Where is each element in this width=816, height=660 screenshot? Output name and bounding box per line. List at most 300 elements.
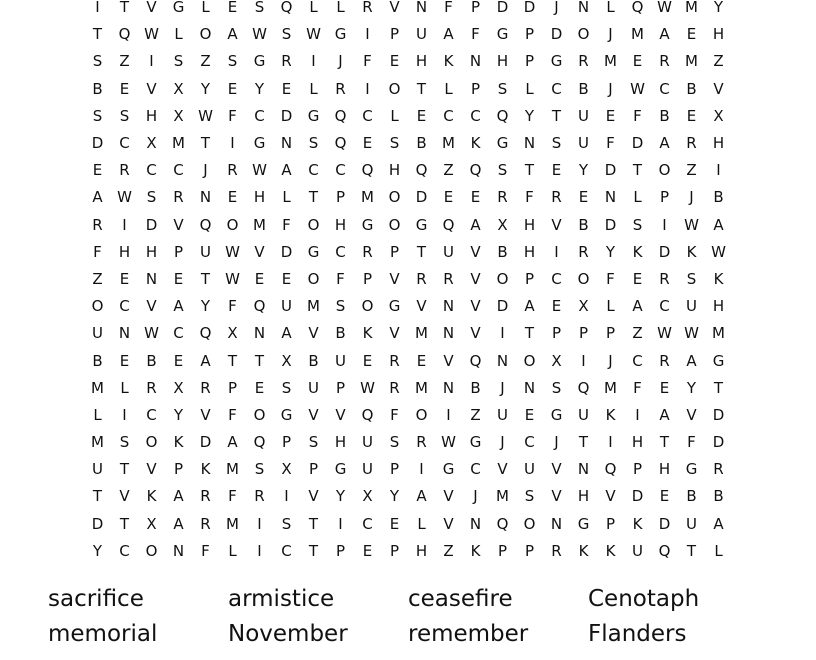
grid-letter: D xyxy=(604,215,617,234)
grid-letter: Q xyxy=(118,25,131,44)
grid-letter: K xyxy=(605,405,616,424)
grid-letter: O xyxy=(577,25,590,44)
grid-letter: E xyxy=(470,188,481,207)
grid-letter: Q xyxy=(334,106,347,125)
grid-letter: T xyxy=(119,514,130,533)
grid-letter: D xyxy=(712,433,725,452)
grid-letter: C xyxy=(308,161,319,180)
grid-letter: P xyxy=(524,269,535,288)
grid-letter: O xyxy=(361,297,374,316)
grid-letter: P xyxy=(470,79,481,98)
grid-letter: E xyxy=(578,188,589,207)
grid-letter: P xyxy=(281,433,292,452)
grid-letter: N xyxy=(172,541,185,560)
grid-letter: S xyxy=(497,79,508,98)
grid-letter: T xyxy=(92,487,103,506)
grid-letter: O xyxy=(388,79,401,98)
grid-letter: B xyxy=(335,324,346,343)
grid-letter: F xyxy=(228,487,237,506)
word-sacrifice: sacrifice xyxy=(48,586,144,612)
grid-letter: R xyxy=(362,0,373,17)
grid-letter: L xyxy=(228,541,237,560)
grid-letter: W xyxy=(657,324,672,343)
grid-letter: U xyxy=(335,351,346,370)
grid-letter: U xyxy=(362,433,373,452)
grid-row xyxy=(84,375,732,402)
grid-letter: O xyxy=(388,215,401,234)
grid-letter: W xyxy=(684,324,699,343)
grid-letter: T xyxy=(524,161,535,180)
grid-row xyxy=(84,347,732,374)
grid-letter: O xyxy=(307,215,320,234)
grid-letter: E xyxy=(416,106,427,125)
grid-letter: V xyxy=(146,79,157,98)
grid-letter: T xyxy=(227,351,238,370)
grid-letter: W xyxy=(117,188,132,207)
grid-letter: D xyxy=(523,0,536,17)
grid-letter: S xyxy=(389,134,400,153)
grid-letter: W xyxy=(144,25,159,44)
grid-letter: S xyxy=(551,134,562,153)
grid-letter: H xyxy=(415,541,428,560)
grid-letter: L xyxy=(282,188,291,207)
grid-letter: S xyxy=(686,269,697,288)
grid-letter: Q xyxy=(199,324,212,343)
grid-letter: J xyxy=(608,25,613,44)
grid-letter: H xyxy=(118,242,131,261)
grid-letter: W xyxy=(360,378,375,397)
grid-row xyxy=(84,130,732,157)
grid-letter: G xyxy=(442,460,455,479)
grid-letter: Y xyxy=(335,487,346,506)
grid-letter: X xyxy=(578,297,589,316)
grid-letter: L xyxy=(390,106,399,125)
grid-letter: A xyxy=(227,433,238,452)
grid-letter: D xyxy=(712,405,725,424)
grid-letter: M xyxy=(307,297,320,316)
grid-letter: T xyxy=(659,433,670,452)
grid-letter: L xyxy=(93,405,102,424)
grid-letter: L xyxy=(417,514,426,533)
grid-letter: E xyxy=(605,106,616,125)
grid-letter: X xyxy=(281,460,292,479)
grid-letter: E xyxy=(524,405,535,424)
grid-letter: V xyxy=(470,297,481,316)
grid-letter: R xyxy=(227,161,238,180)
grid-row xyxy=(84,0,732,21)
grid-letter: W xyxy=(225,242,240,261)
grid-letter: H xyxy=(388,161,401,180)
word-flanders: Flanders xyxy=(588,621,687,647)
grid-letter: N xyxy=(469,52,482,71)
grid-letter: M xyxy=(91,433,104,452)
grid-letter: H xyxy=(658,460,671,479)
grid-letter: K xyxy=(173,433,184,452)
grid-letter: K xyxy=(713,269,724,288)
grid-letter: R xyxy=(497,188,508,207)
grid-letter: I xyxy=(419,460,424,479)
grid-letter: V xyxy=(443,351,454,370)
grid-letter: P xyxy=(362,269,373,288)
grid-letter: A xyxy=(470,215,481,234)
grid-letter: U xyxy=(443,242,454,261)
grid-letter: J xyxy=(338,52,343,71)
grid-letter: N xyxy=(496,351,509,370)
grid-letter: I xyxy=(716,161,721,180)
grid-letter: R xyxy=(389,351,400,370)
grid-letter: M xyxy=(631,25,644,44)
grid-letter: M xyxy=(442,134,455,153)
grid-letter: N xyxy=(199,188,212,207)
grid-letter: G xyxy=(307,242,320,261)
grid-letter: M xyxy=(361,188,374,207)
grid-letter: S xyxy=(146,188,157,207)
grid-row xyxy=(84,103,732,130)
grid-letter: G xyxy=(712,351,725,370)
grid-letter: B xyxy=(686,79,697,98)
grid-letter: H xyxy=(415,52,428,71)
grid-letter: M xyxy=(604,52,617,71)
grid-letter: E xyxy=(686,25,697,44)
grid-letter: Y xyxy=(578,161,589,180)
grid-letter: T xyxy=(200,269,211,288)
grid-letter: F xyxy=(606,269,615,288)
grid-letter: F xyxy=(606,134,615,153)
grid-letter: L xyxy=(201,0,210,17)
grid-letter: J xyxy=(554,433,559,452)
grid-letter: N xyxy=(442,324,455,343)
grid-letter: D xyxy=(604,161,617,180)
grid-letter: V xyxy=(200,405,211,424)
grid-letter: O xyxy=(145,541,158,560)
grid-letter: A xyxy=(659,25,670,44)
grid-letter: W xyxy=(252,161,267,180)
grid-letter: M xyxy=(226,460,239,479)
grid-letter: Z xyxy=(443,161,454,180)
grid-letter: F xyxy=(390,405,399,424)
grid-letter: G xyxy=(388,297,401,316)
grid-letter: K xyxy=(632,242,643,261)
grid-letter: V xyxy=(308,405,319,424)
grid-letter: E xyxy=(686,106,697,125)
grid-letter: P xyxy=(389,242,400,261)
grid-letter: E xyxy=(551,161,562,180)
grid-letter: V xyxy=(605,487,616,506)
grid-letter: E xyxy=(227,188,238,207)
grid-letter: C xyxy=(362,106,373,125)
grid-letter: F xyxy=(228,405,237,424)
grid-letter: B xyxy=(92,351,103,370)
grid-letter: Z xyxy=(632,324,643,343)
grid-letter: D xyxy=(145,215,158,234)
grid-letter: S xyxy=(227,52,238,71)
grid-letter: O xyxy=(253,405,266,424)
grid-letter: N xyxy=(604,188,617,207)
grid-letter: B xyxy=(686,487,697,506)
grid-letter: A xyxy=(659,134,670,153)
grid-letter: V xyxy=(335,405,346,424)
grid-letter: A xyxy=(173,487,184,506)
grid-letter: F xyxy=(282,215,291,234)
grid-letter: V xyxy=(497,460,508,479)
grid-letter: W xyxy=(144,324,159,343)
word-list-row xyxy=(48,617,816,652)
grid-letter: B xyxy=(659,106,670,125)
grid-letter: E xyxy=(389,52,400,71)
grid-letter: B xyxy=(308,351,319,370)
grid-letter: Y xyxy=(389,487,400,506)
grid-letter: R xyxy=(254,487,265,506)
grid-row xyxy=(84,21,732,48)
grid-letter: P xyxy=(605,324,616,343)
grid-letter: F xyxy=(633,378,642,397)
grid-letter: S xyxy=(281,378,292,397)
grid-letter: S xyxy=(632,215,643,234)
grid-letter: S xyxy=(281,25,292,44)
grid-letter: Q xyxy=(253,297,266,316)
grid-letter: E xyxy=(119,351,130,370)
grid-letter: R xyxy=(659,269,670,288)
grid-letter: U xyxy=(578,134,589,153)
grid-letter: T xyxy=(551,106,562,125)
grid-letter: V xyxy=(389,269,400,288)
grid-letter: F xyxy=(201,541,210,560)
grid-letter: H xyxy=(523,215,536,234)
grid-letter: D xyxy=(91,134,104,153)
grid-letter: R xyxy=(92,215,103,234)
grid-letter: Q xyxy=(334,134,347,153)
grid-letter: M xyxy=(253,215,266,234)
grid-letter: D xyxy=(280,242,293,261)
grid-letter: P xyxy=(335,378,346,397)
grid-row xyxy=(84,184,732,211)
grid-letter: U xyxy=(281,297,292,316)
word-ceasefire: ceasefire xyxy=(408,586,513,612)
grid-letter: D xyxy=(631,487,644,506)
word-list xyxy=(48,582,816,652)
grid-letter: C xyxy=(173,324,184,343)
grid-letter: Y xyxy=(254,79,265,98)
grid-letter: H xyxy=(712,134,725,153)
grid-letter: A xyxy=(173,297,184,316)
grid-letter: Y xyxy=(713,0,724,17)
grid-letter: J xyxy=(608,351,613,370)
grid-letter: O xyxy=(658,161,671,180)
grid-letter: D xyxy=(415,188,428,207)
grid-letter: I xyxy=(500,324,505,343)
grid-letter: P xyxy=(470,0,481,17)
grid-letter: K xyxy=(443,52,454,71)
grid-letter: G xyxy=(172,0,185,17)
grid-letter: S xyxy=(335,297,346,316)
grid-letter: D xyxy=(658,514,671,533)
grid-letter: D xyxy=(496,0,509,17)
grid-letter: Z xyxy=(92,269,103,288)
grid-letter: Y xyxy=(605,242,616,261)
grid-letter: U xyxy=(416,25,427,44)
grid-letter: J xyxy=(203,161,208,180)
grid-row xyxy=(84,157,732,184)
grid-letter: W xyxy=(198,106,213,125)
grid-letter: E xyxy=(281,79,292,98)
grid-letter: S xyxy=(254,460,265,479)
grid-letter: R xyxy=(713,460,724,479)
grid-letter: U xyxy=(362,460,373,479)
grid-letter: O xyxy=(388,188,401,207)
grid-letter: V xyxy=(308,487,319,506)
grid-letter: U xyxy=(578,106,589,125)
grid-letter: N xyxy=(145,269,158,288)
grid-letter: Z xyxy=(200,52,211,71)
grid-letter: K xyxy=(632,514,643,533)
grid-letter: T xyxy=(119,460,130,479)
grid-letter: L xyxy=(633,188,642,207)
grid-letter: F xyxy=(444,0,453,17)
grid-letter: H xyxy=(496,52,509,71)
grid-letter: U xyxy=(200,242,211,261)
grid-letter: H xyxy=(577,487,590,506)
grid-letter: Y xyxy=(686,378,697,397)
grid-letter: X xyxy=(497,215,508,234)
grid-row xyxy=(84,76,732,103)
grid-letter: P xyxy=(389,25,400,44)
grid-letter: E xyxy=(362,134,373,153)
grid-letter: Q xyxy=(469,351,482,370)
grid-letter: A xyxy=(281,324,292,343)
grid-row xyxy=(84,293,732,320)
grid-letter: L xyxy=(309,79,318,98)
grid-letter: R xyxy=(119,161,130,180)
grid-letter: O xyxy=(307,269,320,288)
grid-letter: D xyxy=(91,514,104,533)
grid-letter: T xyxy=(308,541,319,560)
grid-letter: W xyxy=(225,269,240,288)
grid-letter: A xyxy=(632,297,643,316)
grid-letter: K xyxy=(200,460,211,479)
grid-letter: Y xyxy=(524,106,535,125)
word-cenotaph: Cenotaph xyxy=(588,586,700,612)
grid-letter: I xyxy=(338,514,343,533)
grid-letter: I xyxy=(554,242,559,261)
grid-letter: G xyxy=(685,460,698,479)
grid-letter: I xyxy=(284,487,289,506)
grid-letter: E xyxy=(254,269,265,288)
grid-letter: M xyxy=(91,378,104,397)
grid-letter: F xyxy=(93,242,102,261)
grid-letter: I xyxy=(365,79,370,98)
grid-letter: Q xyxy=(280,0,293,17)
word-remember: remember xyxy=(408,621,529,647)
grid-letter: A xyxy=(173,514,184,533)
grid-letter: Q xyxy=(658,541,671,560)
grid-letter: U xyxy=(632,541,643,560)
grid-letter: H xyxy=(145,242,158,261)
grid-letter: X xyxy=(173,79,184,98)
grid-letter: L xyxy=(309,0,318,17)
grid-letter: D xyxy=(280,106,293,125)
grid-letter: E xyxy=(119,79,130,98)
grid-letter: E xyxy=(173,269,184,288)
grid-letter: R xyxy=(200,514,211,533)
grid-letter: T xyxy=(632,161,643,180)
grid-letter: P xyxy=(578,324,589,343)
grid-letter: Q xyxy=(361,161,374,180)
grid-letter: V xyxy=(470,324,481,343)
grid-row xyxy=(84,483,732,510)
grid-letter: I xyxy=(311,52,316,71)
grid-letter: B xyxy=(416,134,427,153)
grid-letter: H xyxy=(523,242,536,261)
grid-letter: H xyxy=(712,297,725,316)
grid-letter: M xyxy=(496,487,509,506)
grid-letter: M xyxy=(712,324,725,343)
grid-row xyxy=(84,429,732,456)
grid-letter: I xyxy=(608,433,613,452)
grid-letter: Q xyxy=(199,215,212,234)
grid-letter: G xyxy=(280,405,293,424)
grid-letter: L xyxy=(444,79,453,98)
grid-letter: R xyxy=(578,242,589,261)
grid-letter: E xyxy=(632,52,643,71)
grid-letter: C xyxy=(659,297,670,316)
grid-letter: F xyxy=(363,52,372,71)
grid-letter: W xyxy=(684,215,699,234)
grid-letter: G xyxy=(415,215,428,234)
grid-row xyxy=(84,456,732,483)
grid-letter: C xyxy=(119,297,130,316)
grid-letter: F xyxy=(336,269,345,288)
grid-letter: E xyxy=(119,269,130,288)
grid-letter: B xyxy=(497,242,508,261)
grid-letter: G xyxy=(307,106,320,125)
grid-letter: R xyxy=(551,541,562,560)
grid-letter: T xyxy=(308,188,319,207)
grid-letter: E xyxy=(227,79,238,98)
grid-letter: W xyxy=(711,242,726,261)
grid-letter: I xyxy=(662,215,667,234)
grid-letter: I xyxy=(446,405,451,424)
grid-letter: P xyxy=(335,541,346,560)
grid-letter: F xyxy=(228,297,237,316)
grid-letter: J xyxy=(500,433,505,452)
grid-letter: C xyxy=(146,161,157,180)
grid-letter: X xyxy=(551,351,562,370)
grid-row xyxy=(84,266,732,293)
grid-letter: V xyxy=(254,242,265,261)
grid-letter: R xyxy=(443,269,454,288)
grid-letter: S xyxy=(119,106,130,125)
grid-letter: B xyxy=(578,79,589,98)
grid-letter: K xyxy=(578,541,589,560)
grid-letter: N xyxy=(280,134,293,153)
grid-letter: T xyxy=(578,433,589,452)
grid-letter: L xyxy=(120,378,129,397)
grid-letter: S xyxy=(551,378,562,397)
grid-row xyxy=(84,402,732,429)
grid-letter: A xyxy=(281,161,292,180)
grid-letter: C xyxy=(551,79,562,98)
grid-letter: I xyxy=(122,215,127,234)
grid-letter: W xyxy=(252,25,267,44)
grid-letter: D xyxy=(631,134,644,153)
grid-letter: O xyxy=(523,351,536,370)
grid-letter: G xyxy=(496,134,509,153)
grid-letter: B xyxy=(578,215,589,234)
grid-letter: N xyxy=(523,378,536,397)
grid-letter: M xyxy=(415,378,428,397)
grid-letter: Q xyxy=(631,0,644,17)
grid-letter: Z xyxy=(470,405,481,424)
